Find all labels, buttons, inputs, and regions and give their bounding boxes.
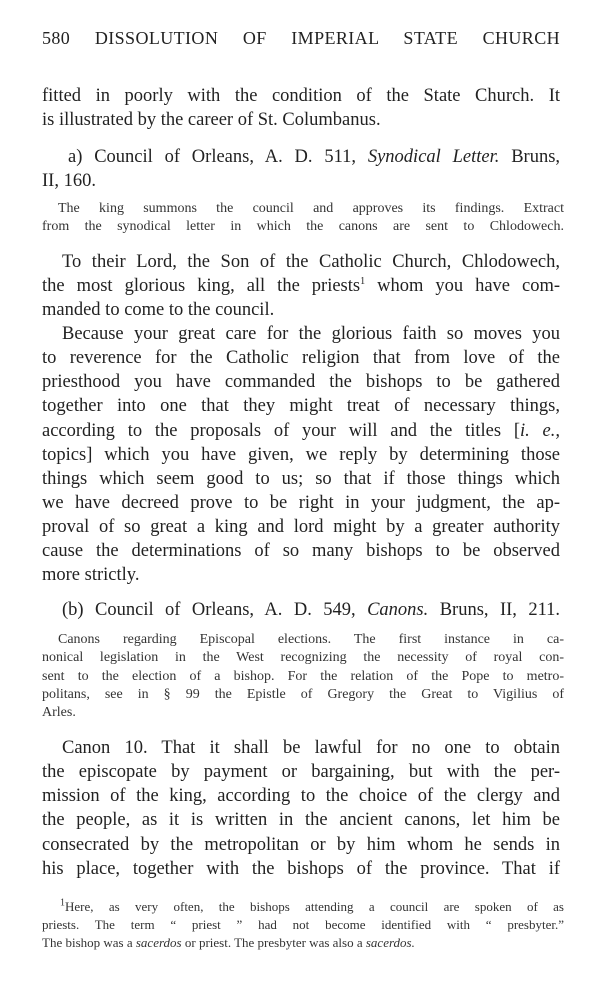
section-title-italic: Synodical Letter.	[367, 147, 500, 167]
section-title: Council of Orleans, A. D. 549,	[95, 600, 356, 620]
section-source: Bruns,	[511, 147, 561, 167]
section-a-note: from the synodical letter in which the canons are sent to Chlodowech.	[42, 219, 564, 234]
section-a-heading	[68, 146, 560, 168]
section-title-italic: Canons.	[367, 600, 429, 620]
running-title: DISSOLUTION OF IMPERIAL STATE CHURCH	[94, 28, 560, 48]
canon-line: the people, as it is written in the ancient canons, let him be	[42, 810, 560, 830]
section-b-note: Arles.	[42, 705, 76, 720]
letter-line: to reverence for the Catholic religion that from love of the	[42, 348, 560, 368]
canon-line: consecrated by the metropolitan or by him whom he sends in	[42, 835, 560, 855]
footnote-line: $^1$Here, as very often, the bishops attending a council are spoken of as	[60, 897, 564, 914]
section-title: Council of Orleans, A. D. 511,	[94, 147, 357, 167]
section-b-note: politans, see in § 99 the Epistle of Gregory the Great to Vigilius of	[42, 687, 564, 702]
section-source: Bruns, II, 211.	[439, 600, 561, 620]
letter-line: To their Lord, the Son of the Catholic Church, Chlodowech,	[62, 252, 560, 272]
letter-line: manded to come to the council.	[42, 300, 275, 320]
section-b-note: Canons regarding Episcopal elections. The first instance in ca-	[58, 632, 564, 647]
letter-line: priesthood you have commanded the bishops to be gathered	[42, 372, 560, 392]
footnote-line: priests. The term “ priest ” had not become identified with “ presbyter.”	[42, 917, 564, 932]
footnote-line: The bishop was a sacerdos or priest. The presbyter was also a sacerdos.	[42, 935, 415, 950]
canon-line: his place, together with the bishops of the province. That if	[42, 859, 560, 879]
letter-line: Because your great care for the glorious faith so moves you	[62, 324, 560, 344]
letter-line: we have decreed prove to be right in your judgment, the ap-	[42, 493, 560, 513]
section-a-heading-cont: II, 160.	[42, 171, 96, 191]
running-header	[42, 27, 560, 49]
section-b-heading	[62, 599, 560, 621]
section-label: (b)	[62, 600, 84, 620]
section-b-note: nonical legislation in the West recognizing the necessity of royal con-	[42, 650, 564, 665]
letter-line: together into one that they might treat of necessary things,	[42, 396, 560, 416]
canon-line: Canon 10. That it shall be lawful for no one to obtain	[62, 738, 560, 758]
section-label: a)	[68, 147, 83, 167]
section-a-note: The king summons the council and approves its findings. Extract	[58, 201, 564, 216]
letter-line: according to the proposals of your will and the titles [i. e.,	[42, 421, 560, 441]
canon-line: the episcopate by payment or bargaining, but with the per-	[42, 762, 560, 782]
canon-line: mission of the king, according to the choice of the clergy and	[42, 786, 560, 806]
letter-line: things which seem good to us; so that if those things which	[42, 469, 560, 489]
page-number: 580	[42, 28, 71, 48]
section-b-note: sent to the election of a bishop. For the relation of the Pope to metro-	[42, 669, 564, 684]
letter-line: more strictly.	[42, 565, 140, 585]
letter-line: proval of so great a king and lord might by a greater authority	[42, 517, 560, 537]
letter-line: the most glorious king, all the priests$^1$ whom you have com-	[42, 275, 561, 296]
letter-line: cause the determinations of so many bishops to be observed	[42, 541, 560, 561]
intro-line: fitted in poorly with the condition of the State Church. It	[42, 86, 560, 106]
footnote-ref: 1	[360, 275, 366, 287]
letter-line: topics] which you have given, we reply by determining those	[42, 445, 560, 465]
intro-line: is illustrated by the career of St. Columbanus.	[42, 110, 381, 130]
